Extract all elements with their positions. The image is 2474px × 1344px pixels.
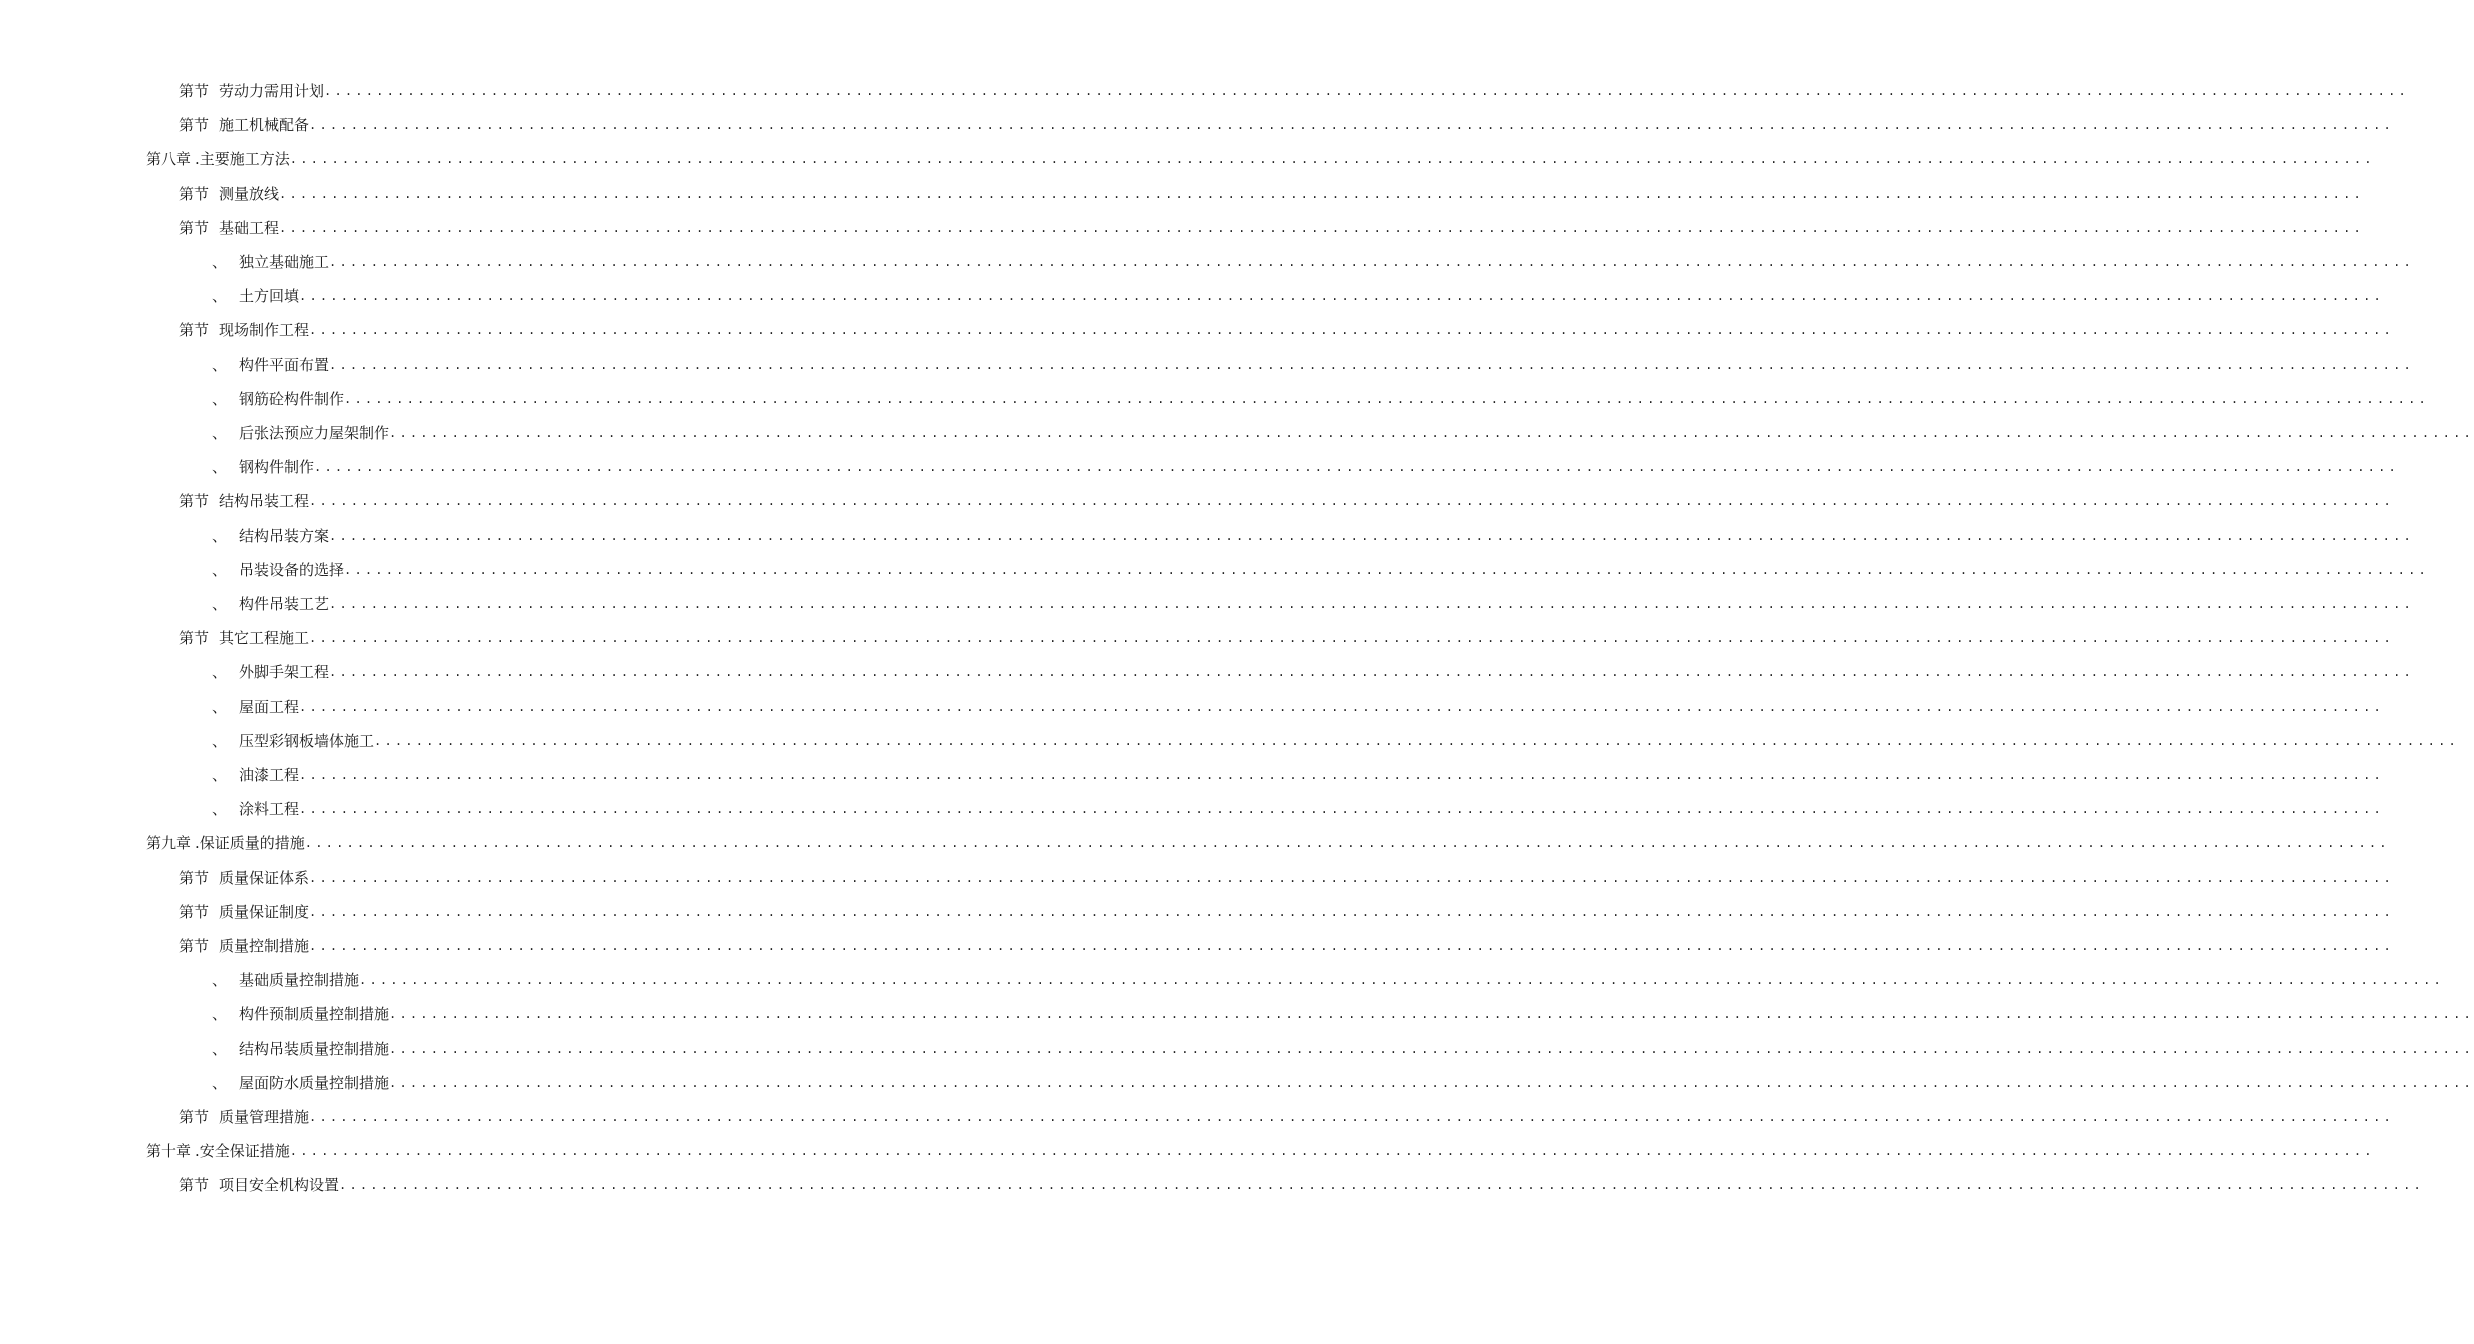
toc-entry-prefix: 、	[212, 458, 228, 477]
toc-section-entry[interactable]	[179, 931, 2394, 955]
toc-section-entry[interactable]	[179, 1170, 2424, 1195]
dot-leader: ........................................................................................................................................................................................................	[344, 391, 2429, 406]
dot-leader: ........................................................................................................................................................................................................	[309, 1110, 2394, 1124]
toc-entry-prefix: 第节	[179, 1176, 210, 1195]
dot-leader: ........................................................................................................................................................................................................	[289, 1144, 2375, 1159]
dot-leader: ........................................................................................................................................................................................................	[309, 631, 2394, 646]
dot-leader: ........................................................................................................................................................................................................	[299, 802, 2384, 817]
toc-entry-title: 劳动力需用计划	[219, 82, 325, 100]
dot-leader: ........................................................................................................................................................................................................	[389, 1041, 2474, 1056]
toc-entry-title: 后张法预应力屋架制作	[239, 424, 390, 442]
toc-entry-title: 屋面工程	[239, 697, 300, 716]
toc-entry-title: 钢筋砼构件制作	[239, 389, 345, 408]
dot-leader: ........................................................................................................................................................................................................	[304, 836, 2390, 851]
toc-entry-prefix: 、	[212, 424, 228, 442]
dot-leader: ........................................................................................................................................................................................................	[299, 699, 2384, 714]
toc-entry-title: 基础工程	[219, 218, 280, 237]
toc-subsection-entry[interactable]	[212, 692, 2384, 716]
dot-leader: ........................................................................................................................................................................................................	[329, 597, 2414, 611]
toc-section-entry[interactable]	[179, 863, 2394, 887]
toc-entry-prefix: 第节	[179, 937, 210, 955]
toc-subsection-entry[interactable]	[212, 555, 2429, 579]
toc-subsection-entry[interactable]	[212, 1034, 2474, 1058]
toc-entry-prefix: 、	[212, 731, 228, 750]
toc-entry-title: 构件吊装工艺	[239, 595, 330, 613]
dot-leader: ........................................................................................................................................................................................................	[309, 118, 2394, 133]
toc-entry-prefix: 、	[212, 389, 228, 408]
dot-leader: ........................................................................................................................................................................................................	[339, 1178, 2424, 1193]
toc-section-entry[interactable]	[179, 179, 2364, 203]
toc-entry-prefix: 、	[212, 560, 228, 579]
toc-section-entry[interactable]	[179, 1102, 2394, 1126]
toc-entry-title: 质量保证体系	[219, 868, 310, 887]
toc-entry-title: 质量管理措施	[219, 1108, 310, 1126]
toc-entry-title: 独立基础施工	[239, 253, 330, 271]
toc-section-entry[interactable]	[179, 623, 2394, 648]
toc-subsection-entry[interactable]	[212, 657, 2414, 682]
dot-leader: ........................................................................................................................................................................................................	[309, 323, 2394, 338]
toc-entry-prefix: 第节	[179, 116, 210, 135]
toc-subsection-entry[interactable]	[212, 384, 2429, 408]
toc-entry-title: 结构吊装工程	[219, 492, 310, 511]
dot-leader: ........................................................................................................................................................................................................	[359, 973, 2444, 988]
toc-section-entry[interactable]	[179, 315, 2394, 340]
dot-leader: ........................................................................................................................................................................................................	[279, 186, 2364, 201]
toc-subsection-entry[interactable]	[212, 1068, 2474, 1092]
toc-entry-prefix: 、	[212, 971, 228, 990]
dot-leader: ........................................................................................................................................................................................................	[279, 220, 2364, 235]
dot-leader: ........................................................................................................................................................................................................	[329, 255, 2414, 269]
toc-entry-prefix: 第节	[179, 868, 210, 887]
toc-entry-prefix: 第节	[179, 1108, 210, 1126]
toc-entry-title: 其它工程施工	[219, 629, 310, 648]
toc-entry-title: 测量放线	[219, 184, 280, 203]
toc-entry-prefix: 第节	[179, 184, 210, 203]
toc-section-entry[interactable]	[179, 213, 2364, 237]
toc-entry-prefix: 、	[212, 253, 228, 271]
toc-entry-title: 吊装设备的选择	[239, 560, 345, 579]
toc-subsection-entry[interactable]	[212, 760, 2384, 784]
toc-section-entry[interactable]	[179, 76, 2409, 100]
toc-entry-prefix: 第节	[179, 82, 210, 100]
toc-subsection-entry[interactable]	[212, 281, 2384, 306]
toc-section-entry[interactable]	[179, 897, 2394, 921]
toc-chapter-entry[interactable]	[146, 1136, 2375, 1161]
toc-entry-title: 压型彩钢板墙体施工	[239, 731, 375, 750]
dot-leader: ........................................................................................................................................................................................................	[329, 665, 2414, 680]
dot-leader: ........................................................................................................................................................................................................	[289, 152, 2375, 167]
toc-entry-title: .安全保证措施	[195, 1142, 290, 1161]
toc-entry-prefix: 、	[212, 595, 228, 613]
toc-section-entry[interactable]	[179, 110, 2394, 135]
dot-leader: ........................................................................................................................................................................................................	[299, 289, 2384, 304]
toc-entry-prefix: 第十章	[146, 1142, 192, 1161]
toc-section-entry[interactable]	[179, 486, 2394, 511]
toc-entry-title: 结构吊装质量控制措施	[239, 1039, 390, 1058]
toc-entry-title: 构件平面布置	[239, 355, 330, 374]
toc-entry-prefix: 第节	[179, 321, 210, 340]
toc-entry-prefix: 、	[212, 697, 228, 716]
toc-subsection-entry[interactable]	[212, 452, 2399, 477]
dot-leader: ........................................................................................................................................................................................................	[314, 460, 2399, 475]
toc-subsection-entry[interactable]	[212, 418, 2474, 442]
toc-subsection-entry[interactable]	[212, 965, 2444, 990]
toc-subsection-entry[interactable]	[212, 794, 2384, 819]
toc-entry-prefix: 第节	[179, 629, 210, 648]
toc-entry-prefix: 第九章	[146, 834, 192, 853]
toc-entry-title: 现场制作工程	[219, 321, 310, 340]
toc-chapter-entry[interactable]	[146, 828, 2390, 853]
toc-entry-prefix: 第节	[179, 902, 210, 921]
toc-entry-title: 外脚手架工程	[239, 663, 330, 682]
dot-leader: ........................................................................................................................................................................................................	[329, 528, 2414, 543]
dot-leader: ........................................................................................................................................................................................................	[309, 870, 2394, 885]
toc-entry-prefix: 第节	[179, 492, 210, 511]
toc-entry-title: 油漆工程	[239, 766, 300, 784]
dot-leader: ........................................................................................................................................................................................................	[389, 1075, 2474, 1090]
dot-leader: ........................................................................................................................................................................................................	[389, 1007, 2474, 1022]
dot-leader: ........................................................................................................................................................................................................	[374, 733, 2459, 748]
toc-entry-prefix: 、	[212, 1005, 228, 1024]
toc-entry-title: 钢构件制作	[239, 458, 315, 477]
toc-subsection-entry[interactable]	[212, 350, 2414, 374]
dot-leader: ........................................................................................................................................................................................................	[329, 357, 2414, 372]
toc-entry-title: 结构吊装方案	[239, 526, 330, 545]
toc-entry-title: 项目安全机构设置	[219, 1176, 340, 1195]
toc-entry-title: 基础质量控制措施	[239, 971, 360, 990]
toc-entry-prefix: 、	[212, 1039, 228, 1058]
dot-leader: ........................................................................................................................................................................................................	[309, 939, 2394, 953]
dot-leader: ........................................................................................................................................................................................................	[299, 768, 2384, 782]
toc-entry-prefix: 、	[212, 766, 228, 784]
toc-entry-prefix: 、	[212, 287, 228, 306]
dot-leader: ........................................................................................................................................................................................................	[389, 426, 2474, 440]
dot-leader: ........................................................................................................................................................................................................	[344, 562, 2429, 577]
toc-entry-title: .保证质量的措施	[195, 834, 305, 853]
toc-chapter-entry[interactable]	[146, 144, 2375, 169]
dot-leader: ........................................................................................................................................................................................................	[324, 84, 2409, 98]
toc-subsection-entry[interactable]	[212, 589, 2414, 613]
toc-entry-title: 构件预制质量控制措施	[239, 1005, 390, 1024]
dot-leader: ........................................................................................................................................................................................................	[309, 494, 2394, 509]
dot-leader: ........................................................................................................................................................................................................	[309, 904, 2394, 919]
toc-subsection-entry[interactable]	[212, 726, 2459, 750]
toc-entry-title: 质量控制措施	[219, 937, 310, 955]
toc-entry-prefix: 、	[212, 355, 228, 374]
toc-entry-prefix: 、	[212, 800, 228, 819]
toc-subsection-entry[interactable]	[212, 247, 2414, 271]
toc-entry-prefix: 、	[212, 663, 228, 682]
toc-subsection-entry[interactable]	[212, 999, 2474, 1024]
toc-entry-prefix: 第八章	[146, 150, 192, 169]
toc-entry-title: .主要施工方法	[195, 150, 290, 169]
toc-entry-title: 屋面防水质量控制措施	[239, 1073, 390, 1092]
toc-entry-title: 土方回填	[239, 287, 300, 306]
toc-entry-prefix: 、	[212, 526, 228, 545]
toc-subsection-entry[interactable]	[212, 521, 2414, 545]
toc-entry-prefix: 第节	[179, 218, 210, 237]
toc-entry-prefix: 、	[212, 1073, 228, 1092]
toc-entry-title: 施工机械配备	[219, 116, 310, 135]
toc-entry-title: 涂料工程	[239, 800, 300, 819]
toc-entry-title: 质量保证制度	[219, 902, 310, 921]
